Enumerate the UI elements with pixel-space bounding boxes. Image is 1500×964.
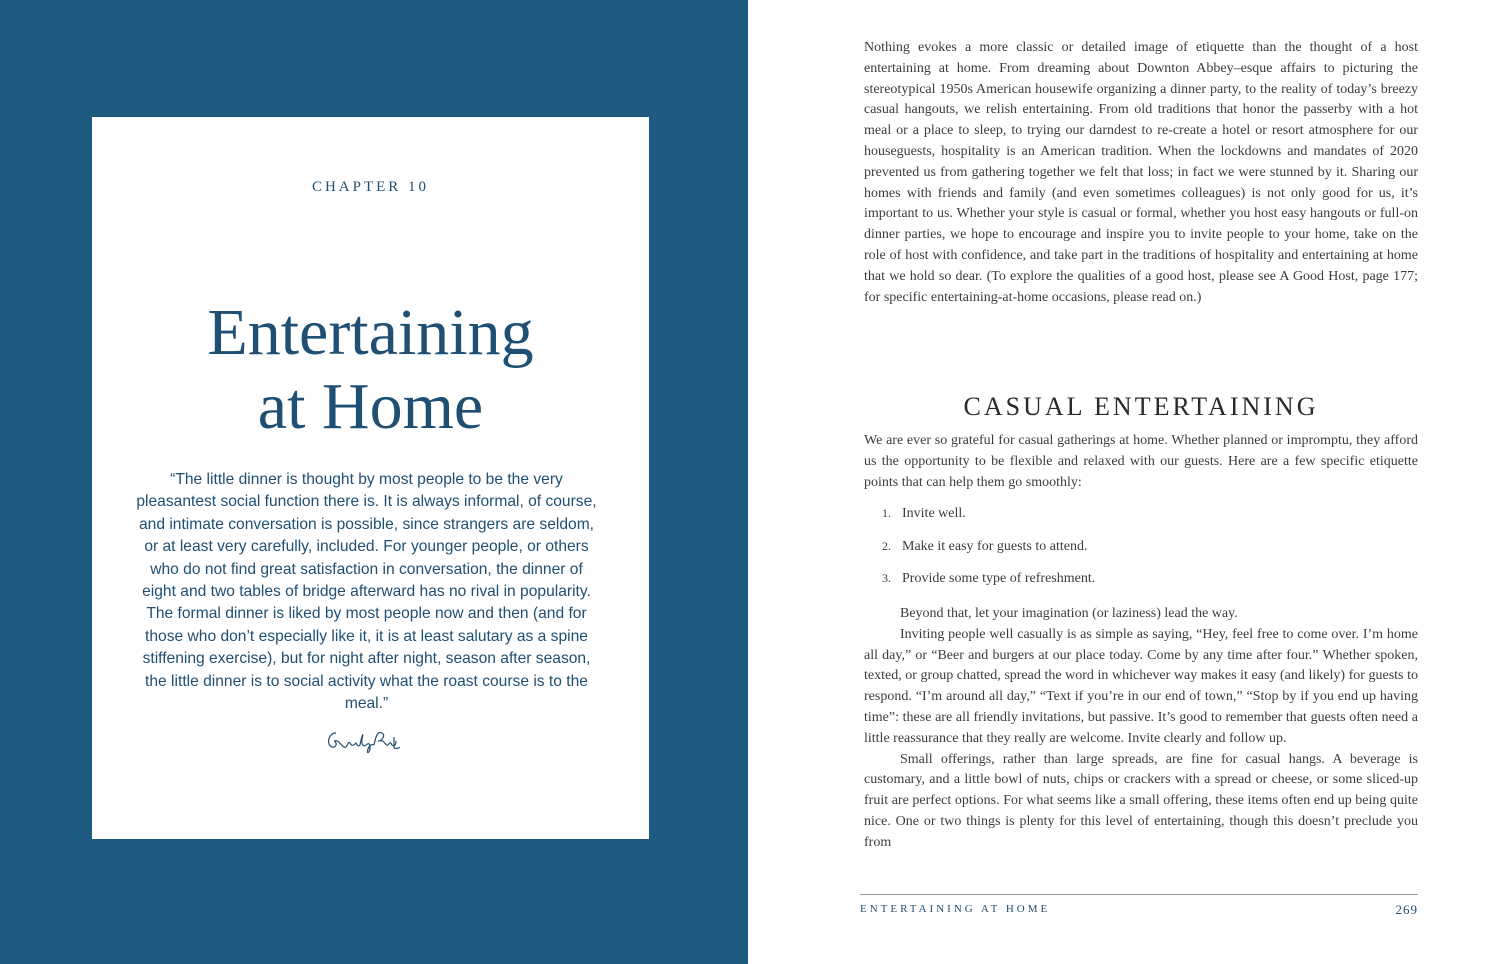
after-list-paragraphs	[864, 604, 1418, 854]
chapter-title-line2: at Home	[257, 370, 484, 444]
list-item-number: 1.	[882, 506, 891, 520]
chapter-card	[92, 117, 649, 839]
list-item	[864, 506, 1418, 539]
list-item-number: 2.	[882, 538, 891, 553]
right-page	[748, 0, 1500, 964]
casual-paragraph	[864, 431, 1418, 493]
footer-divider	[860, 894, 1418, 895]
page-number: 269	[1395, 902, 1418, 917]
list-item-number: 3.	[882, 571, 891, 586]
paragraph-small-offerings: Small offerings, rather than large spreads, are fine for casual hangs. A beverage is customary, and a little bowl of nuts, chips or crackers with a spread or cheese, or some sliced-up fruit are perfect options. For what seems like a small offering, these items often end up being quite nice. One or two things is plenty for this level of entertaining, though this doesn’t preclude you from	[864, 751, 1418, 850]
list-item-label: Invite well.	[902, 506, 966, 521]
list-item	[864, 539, 1418, 572]
list-item-label: Provide some type of refreshment.	[902, 571, 1096, 587]
list-item-label: Make it easy for guests to attend.	[902, 538, 1088, 554]
left-page-cover	[0, 0, 748, 964]
chapter-title	[92, 296, 649, 444]
list-item	[864, 571, 1418, 604]
running-footer-title: ENTERTAINING AT HOME	[860, 903, 1051, 915]
chapter-title-line1: Entertaining	[207, 296, 534, 370]
intro-paragraph-text: Nothing evokes a more classic or detailed image of etiquette than the thought of a host entertaining at home. From dreaming about Downton Abbey–esque affairs to picturing the stereotypical 1950s American housewife organizing a dinner party, to the reality of today’s breezy casual hangouts, we relish entertaining. From old traditions that honor the passerby with a hot meal or a place to sleep, to trying our darndest to re-create a hotel or resort atmosphere for our houseguests, hospitality is an American tradition. When the lockdowns and mandates of 2020 prevented us from gathering together we felt that loss; in fact we were stunned by it. Sharing our homes with friends and family (and even sometimes colleagues) is not only good for us, it’s important to us. Whether your style is casual or formal, whether you host easy hangouts or full-on dinner parties, we hope to encourage and inspire you to invite people to your home, take on the role of host with confidence, and take part in the traditions of hospitality and entertaining at home that we hold so dear. (To explore the qualities of a good host, please see A Good Host, page 177; for specific entertaining-at-home occasions, please read on.)	[864, 40, 1418, 305]
chapter-quote: “The little dinner is thought by most people to be the very pleasantest social function there is. It is always informal, of course, and intimate conversation is possible, since strangers are seldom, or at least very carefully, included. For younger people, or others who do not find great satisfaction in conversation, the dinner of eight and two tables of bridge afterward has no rival in popularity. The formal dinner is liked by most people now and then (and for those who don’t especially like it, it is at least salutary as a spine stiffening exercise), but for night after night, season after season, the little dinner is to social activity what the roast course is to the meal.”	[136, 471, 597, 713]
etiquette-list	[864, 506, 1418, 604]
chapter-label: CHAPTER 10	[311, 179, 430, 195]
intro-paragraph	[864, 38, 1418, 308]
section-heading: CASUAL ENTERTAINING	[963, 391, 1319, 421]
casual-paragraph-text: We are ever so grateful for casual gatherings at home. Whether planned or impromptu, they afford us the opportunity to be flexible and relaxed with our guests. Here are a few specific etiquette points that can help them go smoothly:	[864, 433, 1418, 490]
paragraph-inviting: Inviting people well casually is as simple as saying, “Hey, feel free to come over. I’m home all day,” or “Beer and burgers at our place today. Come by any time after four.” Whether spoken, texted, or group chatted, spread the word in whichever way makes it easy (and likely) for guests to respond. “I’m around all day,” “Text if you’re in our end of town,” “Stop by if you end up having time”: these are all friendly invitations, but passive. It’s good to remember that guests often need a little reassurance that they really are welcome. Invite clearly and follow up.	[864, 626, 1418, 746]
emily-post-signature	[324, 725, 404, 759]
paragraph-beyond: Beyond that, let your imagination (or laziness) lead the way.	[900, 606, 1238, 621]
